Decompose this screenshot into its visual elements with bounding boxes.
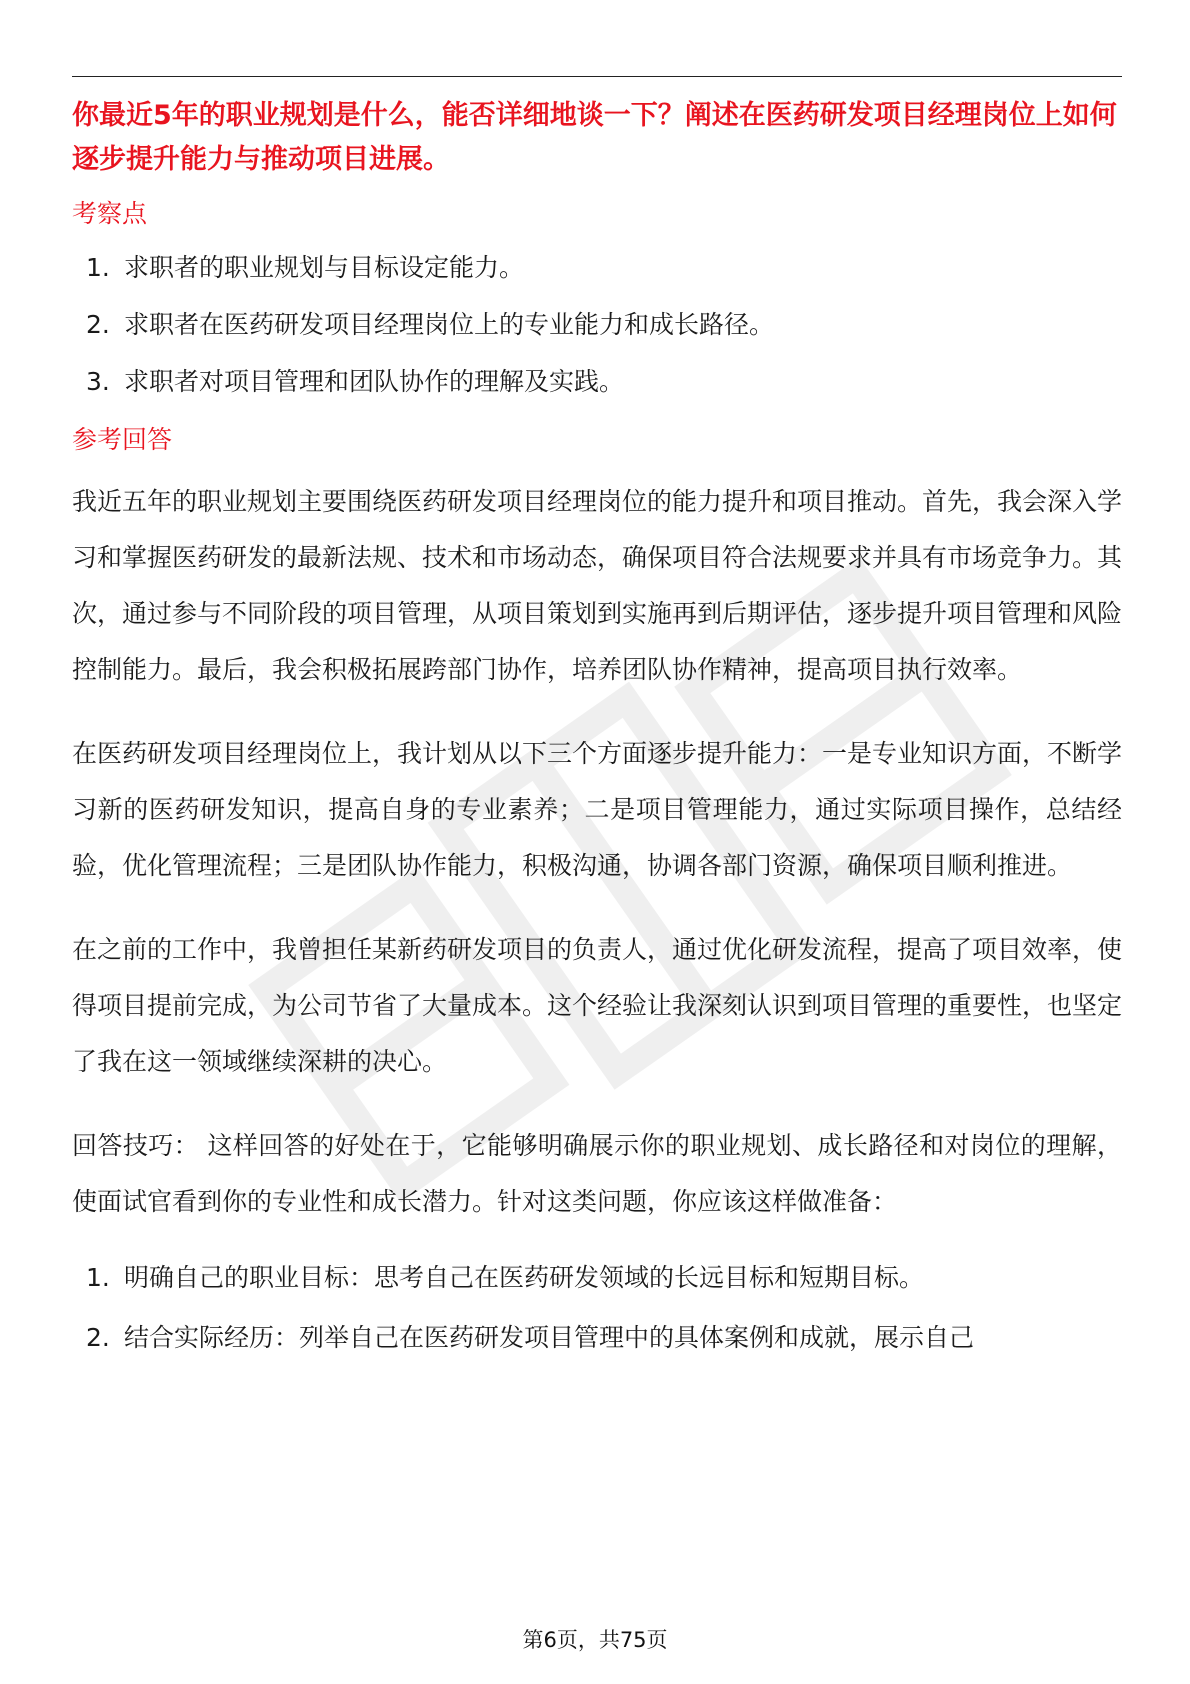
list-item: [72, 1318, 1122, 1358]
list-number: 1.: [86, 1263, 110, 1292]
list-item-text: 求职者对项目管理和团队协作的理解及实践。: [124, 367, 625, 396]
question-title: 你最近5年的职业规划是什么，能否详细地谈一下？阐述在医药研发项目经理岗位上如何逐步提升能力与推动项目进展。: [72, 100, 1117, 175]
tips-list: [72, 1258, 1122, 1358]
list-number: 3.: [86, 367, 110, 396]
list-item-text: 求职者的职业规划与目标设定能力。: [124, 253, 525, 282]
answer-paragraph: 在之前的工作中，我曾担任某新药研发项目的负责人，通过优化研发流程，提高了项目效率，使得项目提前完成，为公司节省了大量成本。这个经验让我深刻认识到项目管理的重要性，也坚定了我在这一领域继续深耕的决心。: [72, 935, 1123, 1076]
list-item: [72, 305, 1122, 345]
exam-points-heading: 考察点: [72, 199, 148, 228]
list-item-text: 结合实际经历：列举自己在医药研发项目管理中的具体案例和成就，展示自己: [124, 1323, 975, 1352]
list-item-text: 求职者在医药研发项目经理岗位上的专业能力和成长路径。: [124, 310, 775, 339]
list-item-text: 明确自己的职业目标：思考自己在医药研发领域的长远目标和短期目标。: [124, 1263, 925, 1292]
list-number: 2.: [86, 1323, 110, 1352]
page-number: 第6页，共75页: [522, 1628, 668, 1652]
exam-points-list: [72, 248, 1122, 402]
list-number: 1.: [86, 253, 110, 282]
top-divider: [72, 76, 1122, 77]
list-number: 2.: [86, 310, 110, 339]
list-item: [72, 248, 1122, 288]
list-item: [72, 362, 1122, 402]
answer-tips-paragraph: 回答技巧： 这样回答的好处在于，它能够明确展示你的职业规划、成长路径和对岗位的理解，使面试官看到你的专业性和成长潜力。针对这类问题，你应该这样做准备：: [72, 1131, 1122, 1216]
answer-paragraph: 在医药研发项目经理岗位上，我计划从以下三个方面逐步提升能力：一是专业知识方面，不断学习新的医药研发知识，提高自身的专业素养；二是项目管理能力，通过实际项目操作，总结经验，优化管理流程；三是团队协作能力，积极沟通，协调各部门资源，确保项目顺利推进。: [72, 739, 1123, 880]
list-item: [72, 1258, 1122, 1298]
main-content: [72, 94, 1122, 1378]
reference-answer-heading: 参考回答: [72, 425, 173, 454]
answer-paragraph: 我近五年的职业规划主要围绕医药研发项目经理岗位的能力提升和项目推动。首先，我会深入学习和掌握医药研发的最新法规、技术和市场动态，确保项目符合法规要求并具有市场竞争力。其次，通过参与不同阶段的项目管理，从项目策划到实施再到后期评估，逐步提升项目管理和风险控制能力。最后，我会积极拓展跨部门协作，培养团队协作精神，提高项目执行效率。: [72, 487, 1123, 684]
